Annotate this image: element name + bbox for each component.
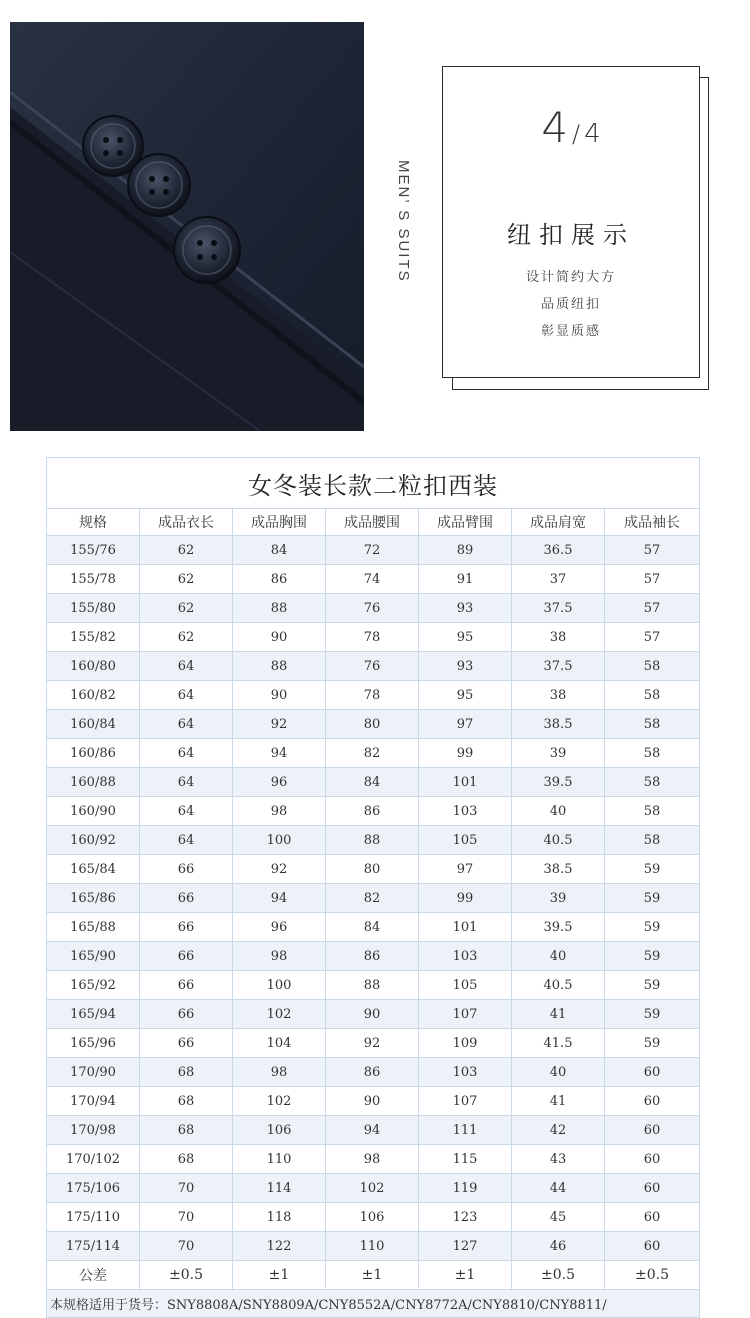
measurement-cell: 92 xyxy=(233,710,326,739)
measurement-cell: 64 xyxy=(140,739,233,768)
tolerance-cell: ±0.5 xyxy=(512,1261,605,1290)
measurement-cell: 89 xyxy=(419,536,512,565)
table-row xyxy=(47,1174,700,1203)
measurement-cell: 94 xyxy=(326,1116,419,1145)
table-row xyxy=(47,1203,700,1232)
tolerance-cell: ±1 xyxy=(233,1261,326,1290)
measurement-cell: 86 xyxy=(326,942,419,971)
measurement-cell: 101 xyxy=(419,913,512,942)
measurement-cell: 39 xyxy=(512,884,605,913)
size-cell: 165/90 xyxy=(47,942,140,971)
measurement-cell: 58 xyxy=(605,739,700,768)
measurement-cell: 62 xyxy=(140,623,233,652)
size-cell: 160/92 xyxy=(47,826,140,855)
measurement-cell: 59 xyxy=(605,855,700,884)
size-cell: 170/90 xyxy=(47,1058,140,1087)
measurement-cell: 68 xyxy=(140,1087,233,1116)
measurement-cell: 123 xyxy=(419,1203,512,1232)
measurement-cell: 90 xyxy=(233,623,326,652)
measurement-cell: 100 xyxy=(233,826,326,855)
size-cell: 165/86 xyxy=(47,884,140,913)
note-row xyxy=(47,1290,700,1318)
measurement-cell: 60 xyxy=(605,1174,700,1203)
measurement-cell: 59 xyxy=(605,1000,700,1029)
measurement-cell: 40 xyxy=(512,942,605,971)
measurement-cell: 99 xyxy=(419,739,512,768)
measurement-cell: 105 xyxy=(419,826,512,855)
measurement-cell: 92 xyxy=(233,855,326,884)
measurement-cell: 64 xyxy=(140,797,233,826)
table-header-row xyxy=(47,509,700,536)
measurement-cell: 57 xyxy=(605,623,700,652)
measurement-cell: 103 xyxy=(419,1058,512,1087)
measurement-cell: 84 xyxy=(326,913,419,942)
table-row xyxy=(47,1232,700,1261)
measurement-cell: 44 xyxy=(512,1174,605,1203)
measurement-cell: 104 xyxy=(233,1029,326,1058)
measurement-cell: 92 xyxy=(326,1029,419,1058)
measurement-cell: 60 xyxy=(605,1087,700,1116)
measurement-cell: 64 xyxy=(140,652,233,681)
measurement-cell: 39.5 xyxy=(512,768,605,797)
measurement-cell: 60 xyxy=(605,1058,700,1087)
measurement-cell: 66 xyxy=(140,884,233,913)
measurement-cell: 66 xyxy=(140,1029,233,1058)
table-row xyxy=(47,565,700,594)
table-title: 女冬装长款二粒扣西装 xyxy=(47,458,700,509)
measurement-cell: 57 xyxy=(605,536,700,565)
size-cell: 170/94 xyxy=(47,1087,140,1116)
size-cell: 160/82 xyxy=(47,681,140,710)
measurement-cell: 57 xyxy=(605,594,700,623)
measurement-cell: 45 xyxy=(512,1203,605,1232)
measurement-cell: 64 xyxy=(140,710,233,739)
measurement-cell: 66 xyxy=(140,942,233,971)
measurement-cell: 107 xyxy=(419,1087,512,1116)
size-cell: 160/86 xyxy=(47,739,140,768)
measurement-cell: 68 xyxy=(140,1145,233,1174)
measurement-cell: 43 xyxy=(512,1145,605,1174)
page-total: 4 xyxy=(584,119,601,149)
measurement-cell: 98 xyxy=(326,1145,419,1174)
measurement-cell: 68 xyxy=(140,1058,233,1087)
measurement-cell: 37.5 xyxy=(512,652,605,681)
table-row xyxy=(47,1029,700,1058)
measurement-cell: 90 xyxy=(326,1087,419,1116)
tolerance-cell: ±0.5 xyxy=(605,1261,700,1290)
measurement-cell: 82 xyxy=(326,884,419,913)
measurement-cell: 84 xyxy=(233,536,326,565)
size-cell: 160/84 xyxy=(47,710,140,739)
table-row xyxy=(47,913,700,942)
table-row xyxy=(47,739,700,768)
size-cell: 165/92 xyxy=(47,971,140,1000)
measurement-cell: 70 xyxy=(140,1232,233,1261)
page-slash: / xyxy=(572,120,581,148)
measurement-cell: 91 xyxy=(419,565,512,594)
measurement-cell: 119 xyxy=(419,1174,512,1203)
measurement-cell: 111 xyxy=(419,1116,512,1145)
measurement-cell: 38.5 xyxy=(512,855,605,884)
measurement-cell: 98 xyxy=(233,1058,326,1087)
measurement-cell: 66 xyxy=(140,1000,233,1029)
side-label: MEN’ S SUITS xyxy=(395,160,412,283)
measurement-cell: 58 xyxy=(605,797,700,826)
measurement-cell: 78 xyxy=(326,681,419,710)
measurement-cell: 102 xyxy=(233,1000,326,1029)
measurement-cell: 59 xyxy=(605,913,700,942)
measurement-cell: 41 xyxy=(512,1000,605,1029)
table-row xyxy=(47,855,700,884)
measurement-cell: 102 xyxy=(233,1087,326,1116)
measurement-cell: 64 xyxy=(140,826,233,855)
measurement-cell: 60 xyxy=(605,1232,700,1261)
size-cell: 155/78 xyxy=(47,565,140,594)
size-cell: 175/114 xyxy=(47,1232,140,1261)
measurement-cell: 60 xyxy=(605,1116,700,1145)
measurement-cell: 40 xyxy=(512,1058,605,1087)
measurement-cell: 66 xyxy=(140,971,233,1000)
measurement-cell: 66 xyxy=(140,913,233,942)
measurement-cell: 59 xyxy=(605,1029,700,1058)
measurement-cell: 98 xyxy=(233,797,326,826)
header-chest: 成品胸围 xyxy=(233,509,326,536)
tolerance-cell: ±1 xyxy=(326,1261,419,1290)
measurement-cell: 98 xyxy=(233,942,326,971)
measurement-cell: 41 xyxy=(512,1087,605,1116)
table-row xyxy=(47,594,700,623)
measurement-cell: 74 xyxy=(326,565,419,594)
measurement-cell: 106 xyxy=(233,1116,326,1145)
header-sleeve: 成品袖长 xyxy=(605,509,700,536)
measurement-cell: 110 xyxy=(233,1145,326,1174)
measurement-cell: 96 xyxy=(233,768,326,797)
measurement-cell: 109 xyxy=(419,1029,512,1058)
tolerance-cell: ±1 xyxy=(419,1261,512,1290)
measurement-cell: 76 xyxy=(326,594,419,623)
table-row xyxy=(47,942,700,971)
size-cell: 155/80 xyxy=(47,594,140,623)
measurement-cell: 58 xyxy=(605,768,700,797)
measurement-cell: 39 xyxy=(512,739,605,768)
measurement-cell: 78 xyxy=(326,623,419,652)
page-indicator xyxy=(443,103,699,152)
size-cell: 165/96 xyxy=(47,1029,140,1058)
measurement-cell: 93 xyxy=(419,652,512,681)
measurement-cell: 64 xyxy=(140,768,233,797)
size-cell: 160/90 xyxy=(47,797,140,826)
size-cell: 175/106 xyxy=(47,1174,140,1203)
measurement-cell: 94 xyxy=(233,884,326,913)
applicable-items-note: 本规格适用于货号：SNY8808A/SNY8809A/CNY8552A/CNY8772A/CNY8810/CNY8811/ xyxy=(47,1290,700,1318)
measurement-cell: 101 xyxy=(419,768,512,797)
tolerance-cell: ±0.5 xyxy=(140,1261,233,1290)
measurement-cell: 88 xyxy=(326,971,419,1000)
table-row xyxy=(47,1087,700,1116)
table-row xyxy=(47,1000,700,1029)
table-row xyxy=(47,1058,700,1087)
measurement-cell: 37.5 xyxy=(512,594,605,623)
table-body xyxy=(47,536,700,1261)
size-cell: 155/82 xyxy=(47,623,140,652)
header-length: 成品衣长 xyxy=(140,509,233,536)
size-cell: 165/84 xyxy=(47,855,140,884)
measurement-cell: 46 xyxy=(512,1232,605,1261)
measurement-cell: 36.5 xyxy=(512,536,605,565)
measurement-cell: 80 xyxy=(326,710,419,739)
measurement-cell: 62 xyxy=(140,565,233,594)
measurement-cell: 100 xyxy=(233,971,326,1000)
measurement-cell: 88 xyxy=(233,652,326,681)
measurement-cell: 103 xyxy=(419,797,512,826)
card-title: 纽扣展示 xyxy=(507,221,635,249)
measurement-cell: 38 xyxy=(512,623,605,652)
table-row xyxy=(47,1116,700,1145)
measurement-cell: 59 xyxy=(605,971,700,1000)
measurement-cell: 58 xyxy=(605,681,700,710)
measurement-cell: 95 xyxy=(419,623,512,652)
measurement-cell: 86 xyxy=(326,1058,419,1087)
measurement-cell: 41.5 xyxy=(512,1029,605,1058)
measurement-cell: 38.5 xyxy=(512,710,605,739)
measurement-cell: 70 xyxy=(140,1203,233,1232)
table-row xyxy=(47,797,700,826)
header-arm: 成品臂围 xyxy=(419,509,512,536)
card-line-3: 彰显质感 xyxy=(540,324,601,339)
measurement-cell: 86 xyxy=(326,797,419,826)
info-card xyxy=(442,66,700,378)
button-2-icon xyxy=(128,154,190,216)
measurement-cell: 107 xyxy=(419,1000,512,1029)
size-cell: 160/80 xyxy=(47,652,140,681)
measurement-cell: 95 xyxy=(419,681,512,710)
table-row xyxy=(47,768,700,797)
measurement-cell: 127 xyxy=(419,1232,512,1261)
size-cell: 165/88 xyxy=(47,913,140,942)
measurement-cell: 80 xyxy=(326,855,419,884)
measurement-cell: 68 xyxy=(140,1116,233,1145)
table-row xyxy=(47,652,700,681)
measurement-cell: 93 xyxy=(419,594,512,623)
measurement-cell: 115 xyxy=(419,1145,512,1174)
measurement-cell: 42 xyxy=(512,1116,605,1145)
measurement-cell: 90 xyxy=(233,681,326,710)
measurement-cell: 106 xyxy=(326,1203,419,1232)
table-row xyxy=(47,971,700,1000)
measurement-cell: 66 xyxy=(140,855,233,884)
table-row xyxy=(47,826,700,855)
measurement-cell: 60 xyxy=(605,1145,700,1174)
measurement-cell: 105 xyxy=(419,971,512,1000)
measurement-cell: 96 xyxy=(233,913,326,942)
size-chart-table xyxy=(46,457,700,1318)
measurement-cell: 62 xyxy=(140,536,233,565)
measurement-cell: 86 xyxy=(233,565,326,594)
measurement-cell: 88 xyxy=(326,826,419,855)
measurement-cell: 97 xyxy=(419,855,512,884)
table-row xyxy=(47,1145,700,1174)
measurement-cell: 59 xyxy=(605,942,700,971)
measurement-cell: 40 xyxy=(512,797,605,826)
measurement-cell: 40.5 xyxy=(512,826,605,855)
measurement-cell: 59 xyxy=(605,884,700,913)
tolerance-row xyxy=(47,1261,700,1290)
size-cell: 170/98 xyxy=(47,1116,140,1145)
table-row xyxy=(47,623,700,652)
measurement-cell: 84 xyxy=(326,768,419,797)
size-cell: 155/76 xyxy=(47,536,140,565)
measurement-cell: 64 xyxy=(140,681,233,710)
card-line-2: 品质纽扣 xyxy=(540,297,601,312)
button-3-icon xyxy=(174,217,240,283)
measurement-cell: 103 xyxy=(419,942,512,971)
measurement-cell: 99 xyxy=(419,884,512,913)
measurement-cell: 122 xyxy=(233,1232,326,1261)
measurement-cell: 76 xyxy=(326,652,419,681)
header-shoulder: 成品肩宽 xyxy=(512,509,605,536)
table-row xyxy=(47,884,700,913)
header-size: 规格 xyxy=(47,509,140,536)
size-cell: 165/94 xyxy=(47,1000,140,1029)
measurement-cell: 94 xyxy=(233,739,326,768)
measurement-cell: 58 xyxy=(605,826,700,855)
page-current: 4 xyxy=(541,103,569,152)
measurement-cell: 72 xyxy=(326,536,419,565)
measurement-cell: 40.5 xyxy=(512,971,605,1000)
measurement-cell: 97 xyxy=(419,710,512,739)
header-waist: 成品腰围 xyxy=(326,509,419,536)
measurement-cell: 39.5 xyxy=(512,913,605,942)
measurement-cell: 90 xyxy=(326,1000,419,1029)
size-cell: 170/102 xyxy=(47,1145,140,1174)
table-row xyxy=(47,536,700,565)
measurement-cell: 110 xyxy=(326,1232,419,1261)
measurement-cell: 38 xyxy=(512,681,605,710)
measurement-cell: 114 xyxy=(233,1174,326,1203)
table-row xyxy=(47,710,700,739)
measurement-cell: 88 xyxy=(233,594,326,623)
tolerance-cell: 公差 xyxy=(47,1261,140,1290)
card-line-1: 设计简约大方 xyxy=(525,270,616,285)
table-row xyxy=(47,681,700,710)
size-cell: 160/88 xyxy=(47,768,140,797)
measurement-cell: 57 xyxy=(605,565,700,594)
size-cell: 175/110 xyxy=(47,1203,140,1232)
measurement-cell: 70 xyxy=(140,1174,233,1203)
measurement-cell: 60 xyxy=(605,1203,700,1232)
measurement-cell: 58 xyxy=(605,652,700,681)
measurement-cell: 58 xyxy=(605,710,700,739)
measurement-cell: 118 xyxy=(233,1203,326,1232)
measurement-cell: 82 xyxy=(326,739,419,768)
sleeve-buttons-photo xyxy=(10,22,364,431)
measurement-cell: 102 xyxy=(326,1174,419,1203)
measurement-cell: 37 xyxy=(512,565,605,594)
measurement-cell: 62 xyxy=(140,594,233,623)
